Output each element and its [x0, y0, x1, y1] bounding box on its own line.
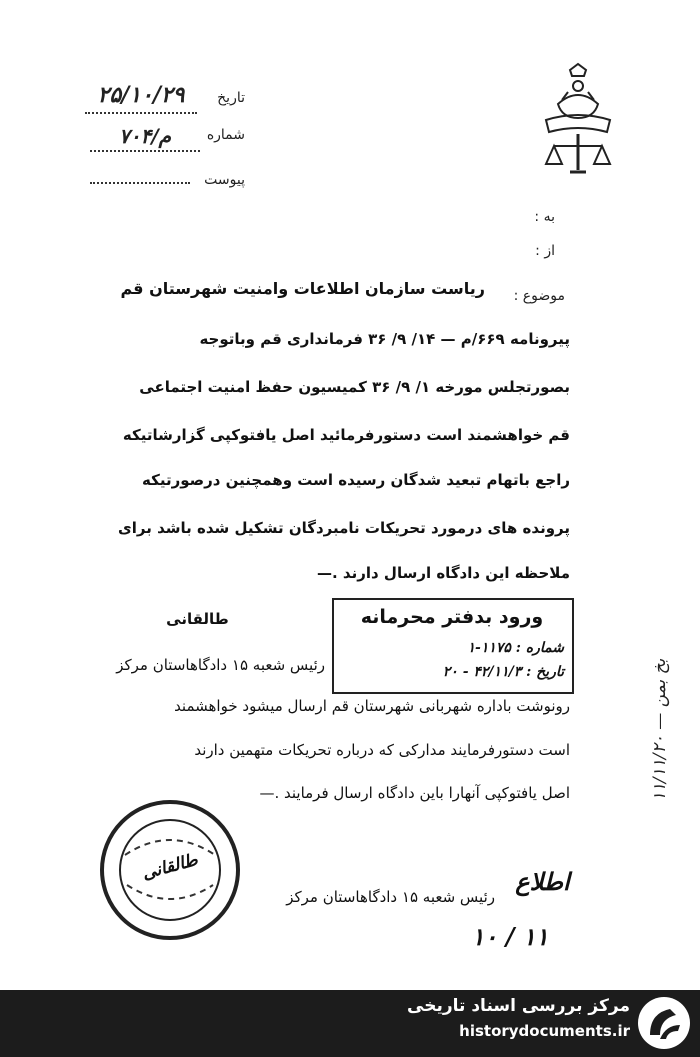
body-line-3: قم خواهشمند است دستورفرمائید اصل یافتوکپی گزارشاتیکه: [122, 426, 570, 444]
registry-stamp: [332, 598, 574, 694]
bottom-initials: اطلاع: [515, 867, 570, 896]
to-label: به :: [534, 209, 555, 225]
footer-site: historydocuments.ir: [459, 1022, 630, 1040]
subject-label: موضوع :: [513, 288, 565, 304]
number-dots: [90, 150, 200, 152]
round-stamp: [95, 795, 245, 945]
cc-line-2: رونوشت باداره شهربانی شهرستان قم ارسال میشود خواهشمند: [174, 697, 570, 715]
body-line-6: ملاحظه این دادگاه ارسال دارند .—: [317, 564, 570, 582]
number-label: شماره: [206, 127, 245, 143]
from-label: از :: [535, 243, 555, 259]
body-line-4: راجع باتهام تبعید شدگان رسیده است وهمچنین درصورتیکه: [142, 471, 570, 489]
attachment-dots: [90, 182, 190, 184]
subject-text: ریاست سازمان اطلاعات وامنیت شهرستان قم: [120, 279, 485, 298]
footer-org-name: مرکز بررسی اسناد تاریخی: [407, 996, 630, 1016]
footer-bar: [0, 990, 700, 1057]
registry-stamp-title: ورود بدفتر محرمانه: [360, 606, 544, 628]
logo-icon: [636, 995, 692, 1051]
body-line-5: پرونده های درمورد تحریکات نامبردگان تشکیل شده باشد برای: [118, 519, 570, 537]
round-stamp-text: طالقانی: [140, 850, 200, 884]
cc-line-3: است دستورفرمایند مدارکی که درباره تحریکات متهمین دارند: [194, 741, 570, 759]
attachment-label: پیوست: [204, 172, 245, 188]
emblem-icon: [528, 60, 628, 190]
bottom-date: ۱۰ / ۱۱: [471, 922, 549, 951]
bottom-signature-line: رئیس شعبه ۱۵ دادگاهاستان مرکز: [286, 888, 495, 906]
number-value: م/۷۰۴: [119, 124, 171, 148]
signature-name: طالقانی: [166, 610, 229, 628]
registry-stamp-number: شماره : ۱۱۷۵-۱: [467, 640, 564, 656]
margin-note: بخ بمن — ۱۱/۱۱/۲۰: [650, 658, 670, 802]
body-line-1: پیرونامه ۶۶۹/م — ۱۴/ ۹/ ۳۶ فرمانداری قم وباتوجه: [199, 330, 570, 348]
date-label: تاریخ: [217, 90, 245, 106]
cc-line-4: اصل یافتوکپی آنهارا باین دادگاه ارسال فرمایند .—: [259, 784, 570, 802]
registry-stamp-date: تاریخ : ۴۲/۱۱/۳ - ۲۰: [442, 664, 564, 680]
body-line-2: بصورتجلس مورخه ۱/ ۹/ ۳۶ کمیسیون حفظ امنیت اجتماعی: [139, 378, 570, 396]
cc-line-1: رئیس شعبه ۱۵ دادگاهاستان مرکز: [116, 656, 325, 674]
date-dots: [85, 112, 197, 114]
date-value: ۲۵/۱۰/۲۹: [97, 82, 185, 108]
